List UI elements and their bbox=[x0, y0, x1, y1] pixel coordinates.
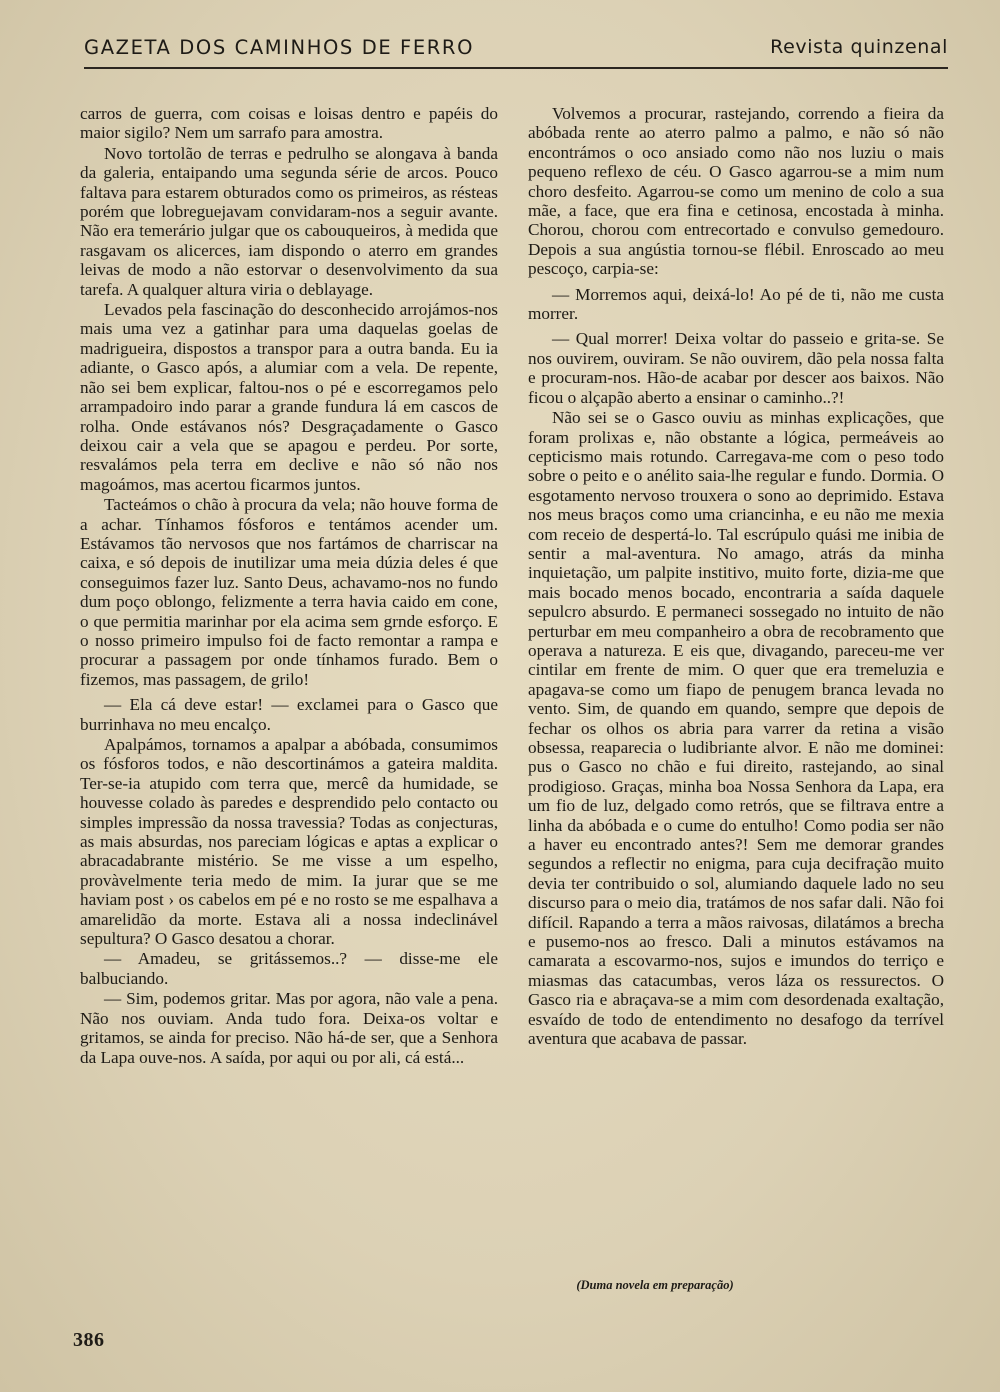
dialogue-line: — Sim, podemos gritar. Mas por agora, não vale a pena. Não nos ouviam. Anda tudo fora. Deixa-os voltar e gritamos, se ainda for preciso. Não há-de ser, que a Senhora da Lapa ouve-nos. A saída, por aqui ou por ali, cá está... bbox=[80, 989, 498, 1067]
publication-title: GAZETA DOS CAMINHOS DE FERRO bbox=[84, 36, 475, 59]
dialogue-line: — Ela cá deve estar! — exclamei para o Gasco que burrinhava no meu encalço. bbox=[80, 695, 498, 734]
paragraph: Volvemos a procurar, rastejando, correndo a fieira da abóbada rente ao aterro palmo a palmo, e não só não encontrámos o oco ansiado como não nos luziu o mais pequeno reflexo de céu. O Gasco agarrou-se a mim num choro desfeito. Agarrou-se como um menino de colo a sua mãe, a face, que era fina e cetinosa, encostada à minha. Chorou, chorou com entrecortado e convulso gemedouro. Depois a sua angústia tornou-se flébil. Enroscado ao meu pescoço, carpia-se: bbox=[528, 104, 944, 279]
paragraph: Novo tortolão de terras e pedrulho se alongava à banda da galeria, entaipando uma segunda série de arcos. Pouco faltava para estarem obturados como os primeiros, as résteas porém que lobreguejavam convidaram-nos a seguir avante. Não era temerário julgar que os cabouqueiros, à medida que rasgavam os alicerces, iam dispondo o aterro em grandes leivas de modo a não estorvar o desenvolvimento da sua tarefa. A qualquer altura viria o deblayage. bbox=[80, 143, 498, 299]
dialogue-line: — Amadeu, se gritássemos..? — disse-me ele balbuciando. bbox=[80, 949, 498, 988]
dialogue-line: — Qual morrer! Deixa voltar do passeio e grita-se. Se nos ouvirem, ouviram. Se não ouvirem, dão pela nossa falta e procuram-nos. Hão-de acabar por descer aos baixos. Não ficou o alçapão aberto a ensinar o caminho..?! bbox=[528, 329, 944, 407]
text-column-right bbox=[528, 104, 944, 1049]
text-column-left bbox=[80, 104, 498, 1067]
paragraph: Levados pela fascinação do desconhecido arrojámos-nos mais uma vez a gatinhar para uma daquelas goelas de madrigueira, dispostos a transpor para a outra banda. Eu ia adiante, o Gasco após, a alumiar com a vela. De repente, não sei bem explicar, faltou-nos o pé e escorregamos pelo arrampadoiro indo parar a grande fundura lá em cascos de rolha. Onde estávanos nós? Desgraçadamente o Gasco deixou cair a vela que se apagou e perdeu. Por sorte, resvalámos pela terra em declive e não só não nos magoámos, mas acertou ficarmos juntos. bbox=[80, 300, 498, 494]
paragraph: Não sei se o Gasco ouviu as minhas explicações, que foram prolixas e, não obstante a lógica, permeáveis ao cepticismo mais rotundo. Carregava-me com o peso todo sobre o peito e o anélito saia-lhe regular e fundo. Dormia. O esgotamento nervoso trouxera o sono ao deprimido. Estava nos meus braços como uma criancinha, e eu não me mexia com receio de despertá-lo. Tal escrúpulo quási me inibia de sentir a mal-aventura. No amago, atrás da minha inquietação, um palpite institivo, muito forte, dizia-me que mais bocado menos bocado, encontraria a saída daquele sepulcro absurdo. E permaneci sossegado no intuito de não perturbar em meu companheiro a obra de recobramento que operava a natureza. E eis que, divagando, pareceu-me ver cintilar em frente de mim. O quer que era tremeluzia e apagava-se como um fiapo de penugem branca levada no vento. Sim, de quando em quando, sempre que depois de fechar os olhos os abria para varrer da retina a visão obsessa, reaparecia o ludibriante alvor. E não me dominei: pus o Gasco no chão e fui direito, rastejando, ao sinal prodigioso. Graças, minha boa Nossa Senhora da Lapa, era um fio de luz, delgado como retrós, que se filtrava entre a linha da abóbada e o cume do entulho! Como podia ser não a haver eu encontrado antes?! Sem me demorar grandes segundos a reflectir no enigma, para cuja decifração muito devia ter contribuido o sol, alumiando daquele lado no seu discurso para o meio dia, tratámos de nos safar dali. Não foi difícil. Rapando a terra a mãos raivosas, dilatámos a brecha e pusemo-nos ao fresco. Dali a minutos estávamos na camarata a escovarmo-nos, sujos e imundos do terriço e miasmas das catacumbas, veros láza os ressurectos. O Gasco ria e abraçava-se a mim com desordenada exaltação, esvaído de todo de entendimento no desafogo da terrível aventura que acabava de passar. bbox=[528, 408, 944, 1049]
article-credit: (Duma novela em preparação) bbox=[576, 1278, 734, 1292]
paragraph: Apalpámos, tornamos a apalpar a abóbada, consumimos os fósforos todos, e não descortinámos a gateira maldita. Ter-se-ia atupido com terra que, mercê da humidade, se houvesse colado às paredes e desprendido pelo contacto ou simples impressão da nossa travessia? Todas as conjecturas, as mais absurdas, nos pareciam lógicas e aptas a explicar o abracadabrante mistério. Se me visse a um espelho, provàvelmente teria medo de mim. Ia jurar que se me haviam post › os cabelos em pé e no rosto se me espalhava a amarelidão da morte. Estava ali a nossa indeclinável sepultura? O Gasco desatou a chorar. bbox=[80, 735, 498, 949]
page-number: 386 bbox=[73, 1329, 105, 1351]
paragraph: Tacteámos o chão à procura da vela; não houve forma de a achar. Tínhamos fósforos e tentámos acender um. Estávamos tão nervosos que nos fartámos de charriscar na caixa, e só depois de inutilizar uma meia dúzia deles é que conseguimos fazer luz. Santo Deus, achavamo-nos no fundo dum poço oblongo, felizmente a terra havia caido em cone, o que permitia marinhar por ela acima sem grnde esforço. E o nosso primeiro impulso foi de facto remontar a rampa e procurar a passagem por onde tínhamos furado. Bem o fizemos, mas passagem, de grilo! bbox=[80, 495, 498, 689]
publication-subtitle: Revista quinzenal bbox=[770, 36, 948, 58]
paragraph: carros de guerra, com coisas e loisas dentro e papéis do maior sigilo? Nem um sarrafo para amostra. bbox=[80, 104, 498, 143]
header-divider bbox=[84, 67, 948, 69]
dialogue-line: — Morremos aqui, deixá-lo! Ao pé de ti, não me custa morrer. bbox=[528, 284, 944, 324]
running-header bbox=[84, 36, 948, 72]
